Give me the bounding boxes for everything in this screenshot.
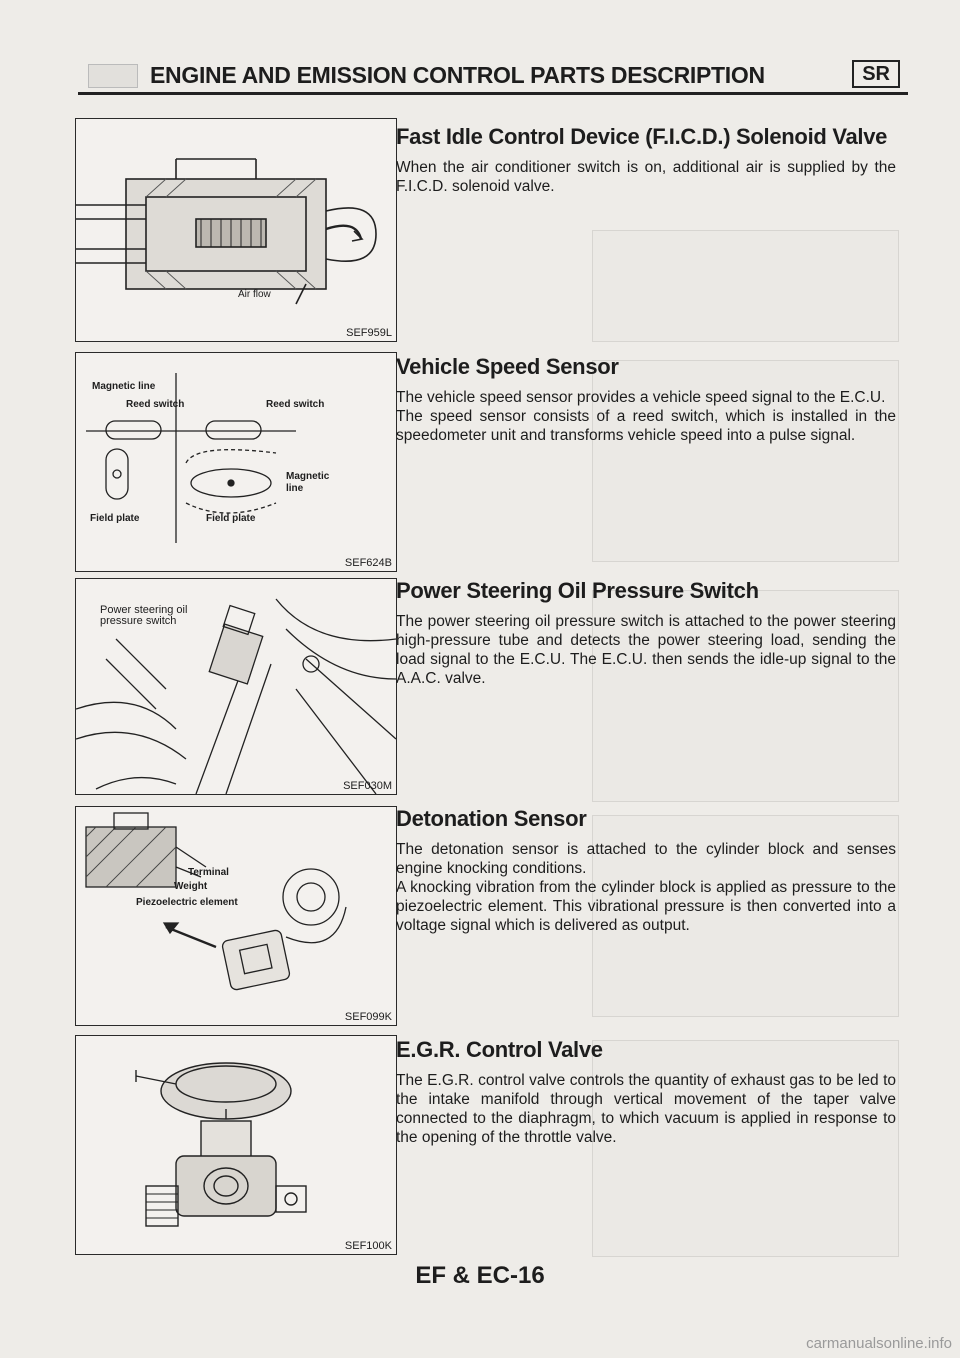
figure-code: SEF099K (344, 1011, 392, 1023)
label-terminal: Terminal (188, 867, 229, 878)
watermark: carmanualsonline.info (806, 1335, 952, 1352)
figure-code: SEF624B (344, 557, 392, 569)
figure-code: SEF959L (346, 327, 392, 339)
ficd-solenoid-illustration (76, 119, 396, 341)
label-reed-switch-right: Reed switch (266, 399, 325, 410)
section-speed-sensor (396, 354, 896, 445)
section-body: The vehicle speed sensor provides a vehicle speed signal to the E.C.U. The speed sensor consists of a reed switch, which is installed in the speedometer unit and transforms vehicle speed into a pulse signal. (396, 389, 896, 444)
label-magnetic: Magnetic (286, 471, 330, 482)
page-number: EF & EC-16 (415, 1262, 545, 1289)
section-body: The E.G.R. control valve controls the quantity of exhaust gas to be led to the intake manifold through vertical movement of the taper valve connected to the diaphragm, to which vacuum is applied in response to the opening of the throttle valve. (396, 1072, 896, 1146)
section-ficd (396, 124, 896, 196)
figure-ps-switch (75, 578, 397, 795)
label-line: line (286, 483, 304, 494)
label-magnetic-line: Magnetic line (92, 381, 156, 392)
section-body: When the air conditioner switch is on, additional air is supplied by the F.I.C.D. solenoid valve. (396, 159, 896, 195)
section-detonation-sensor (396, 806, 896, 935)
label-air-flow: Air flow (238, 289, 271, 300)
section-title: Detonation Sensor (396, 806, 587, 831)
section-title: E.G.R. Control Valve (396, 1037, 603, 1062)
label-ps-switch: Power steering oil pressure switch (100, 604, 188, 627)
section-title: Power Steering Oil Pressure Switch (396, 578, 759, 603)
section-body: The power steering oil pressure switch is attached to the power steering high-pressure tube and detects the power steering load, sending the load signal to the E.C.U. The E.C.U. then sends the idle-up signal to the A.A.C. valve. (396, 613, 896, 687)
figure-ficd-solenoid (75, 118, 397, 342)
section-title: Vehicle Speed Sensor (396, 354, 619, 379)
label-piezoelectric-element: Piezoelectric element (136, 897, 238, 908)
label-field-plate-left: Field plate (90, 513, 140, 524)
figure-code: SEF030M (343, 780, 392, 792)
label-reed-switch-left: Reed switch (126, 399, 185, 410)
section-title: Fast Idle Control Device (F.I.C.D.) Solenoid Valve (396, 124, 888, 149)
figure-code: SEF100K (344, 1240, 392, 1252)
label-weight: Weight (174, 881, 208, 892)
page-header (78, 52, 908, 95)
section-egr-valve (396, 1037, 896, 1147)
model-badge: SR (852, 60, 900, 88)
section-ps-switch (396, 578, 896, 688)
figure-speed-sensor (75, 352, 397, 572)
section-tab (88, 64, 138, 88)
figure-egr-valve (75, 1035, 397, 1255)
page-title: ENGINE AND EMISSION CONTROL PARTS DESCRIPTION (150, 62, 765, 88)
label-field-plate-right: Field plate (206, 513, 256, 524)
figure-detonation-sensor (75, 806, 397, 1026)
knock-sensor-illustration (76, 807, 396, 1025)
section-body: The detonation sensor is attached to the cylinder block and senses engine knocking conditions. A knocking vibration from the cylinder block is applied as pressure to the piezoelectric element. This vibrational pressure is then converted into a voltage signal which is delivered as output. (396, 841, 896, 934)
bleed-through-panel (592, 230, 899, 342)
egr-valve-illustration (76, 1036, 396, 1254)
